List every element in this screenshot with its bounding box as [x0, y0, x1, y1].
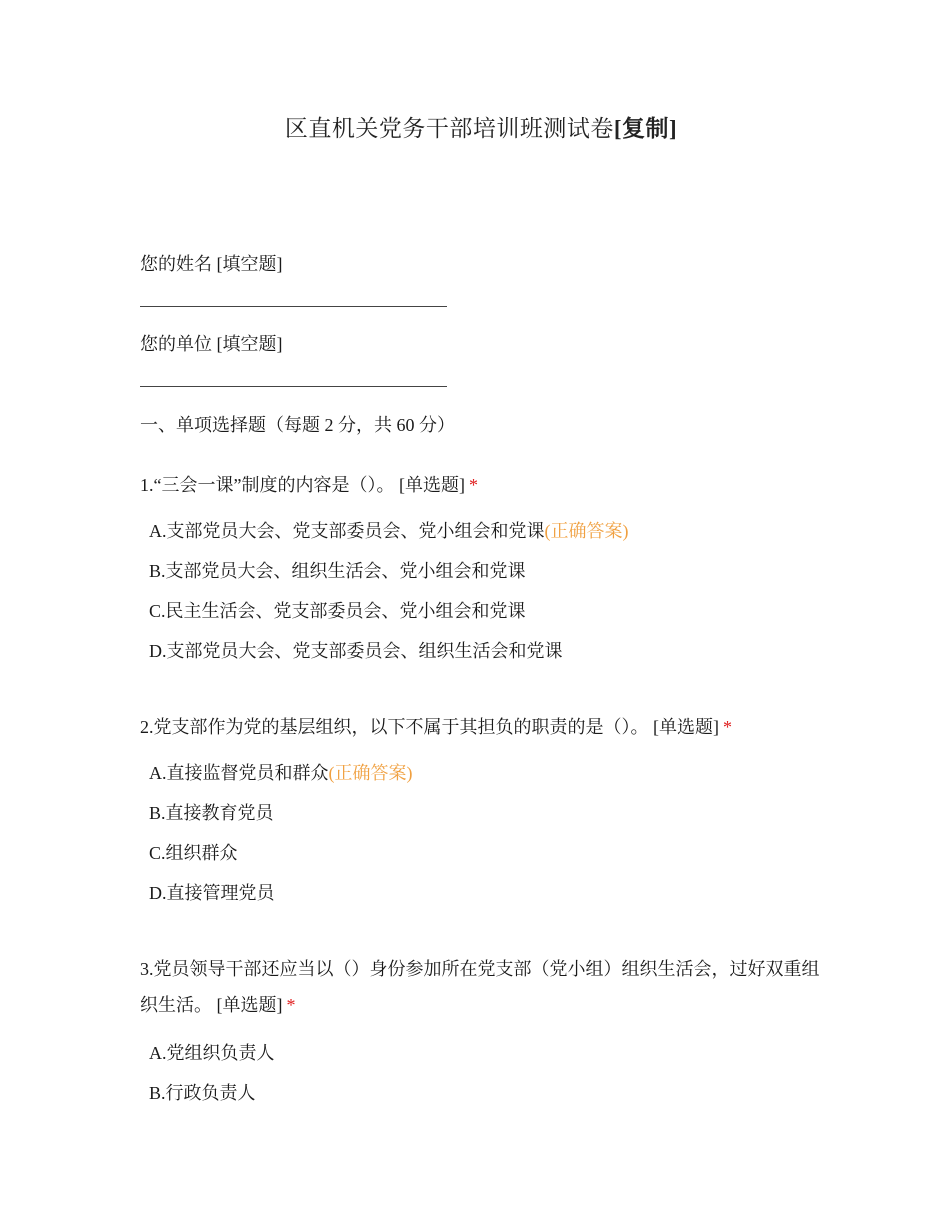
question-3	[140, 951, 820, 1023]
question-3-option-b[interactable]	[149, 1078, 256, 1108]
question-1-option-c[interactable]	[149, 596, 526, 626]
question-1-option-a[interactable]	[149, 516, 629, 546]
question-3-text: 3.党员领导干部还应当以（）身份参加所在党支部（党小组）组织生活会，过好双重组织生活。 [单选题]	[140, 959, 820, 1015]
question-3-option-a[interactable]	[149, 1038, 275, 1068]
correct-answer-note: (正确答案)	[328, 763, 413, 783]
option-text: A.支部党员大会、党支部委员会、党小组会和党课	[149, 521, 545, 541]
correct-answer-note: (正确答案)	[544, 521, 629, 541]
option-text: D.直接管理党员	[149, 883, 275, 903]
page-title	[0, 110, 950, 143]
required-mark: *	[723, 717, 732, 737]
option-text: C.民主生活会、党支部委员会、党小组会和党课	[149, 601, 526, 621]
question-2-option-c[interactable]	[149, 838, 238, 868]
unit-question-label: 您的单位 [填空题]	[140, 334, 283, 354]
title-suffix: [复制]	[613, 116, 678, 141]
question-2-option-d[interactable]	[149, 878, 275, 908]
question-1-option-b[interactable]	[149, 556, 526, 586]
title-main: 区直机关党务干部培训班测试卷	[284, 116, 614, 141]
name-question-label: 您的姓名 [填空题]	[140, 254, 283, 274]
question-2	[140, 709, 830, 745]
unit-answer-line[interactable]	[140, 386, 447, 387]
question-2-text: 2.党支部作为党的基层组织，以下不属于其担负的职责的是（）。 [单选题]	[140, 717, 719, 737]
required-mark: *	[468, 475, 478, 495]
question-2-option-b[interactable]	[149, 798, 274, 828]
question-1	[140, 467, 830, 503]
option-text: D.支部党员大会、党支部委员会、组织生活会和党课	[149, 641, 563, 661]
option-text: B.支部党员大会、组织生活会、党小组会和党课	[149, 561, 526, 581]
question-1-text: 1.“三会一课”制度的内容是（）。 [单选题]	[140, 475, 465, 495]
option-text: B.行政负责人	[149, 1083, 256, 1103]
option-text: A.党组织负责人	[149, 1043, 275, 1063]
required-mark: *	[286, 995, 296, 1015]
question-2-option-a[interactable]	[149, 758, 413, 788]
section-title: 一、单项选择题（每题 2 分，共 60 分）	[140, 415, 455, 435]
option-text: C.组织群众	[149, 843, 238, 863]
name-answer-line[interactable]	[140, 306, 447, 307]
option-text: A.直接监督党员和群众	[149, 763, 329, 783]
question-1-option-d[interactable]	[149, 636, 563, 666]
option-text: B.直接教育党员	[149, 803, 274, 823]
